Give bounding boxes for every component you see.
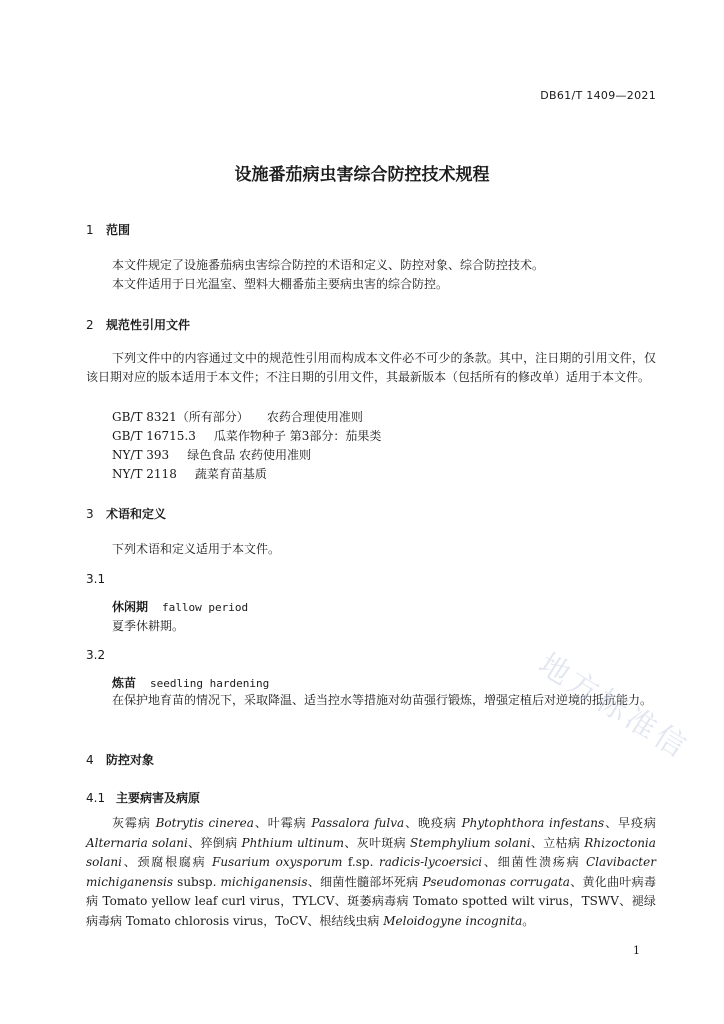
separator: 、 — [604, 816, 619, 830]
section-2-heading: 2 规范性引用文件 — [86, 318, 191, 332]
separator: 、 — [482, 855, 498, 869]
pathogen-item — [320, 875, 582, 889]
disease-name: 褪绿病毒病 — [86, 894, 656, 928]
pathogen-item — [112, 816, 268, 830]
page-title: 设施番茄病虫害综合防控技术规程 — [234, 165, 490, 185]
pathogen-latin-name: Phthium ultinum — [241, 835, 345, 850]
reference-item: NY/T 2118 蔬菜育苗基质 — [112, 467, 267, 481]
pathogen-item — [347, 894, 631, 908]
term-entry: 炼苗 seedling hardening — [112, 676, 270, 690]
virus-name: Tomato yellow leaf curl virus，TYLCV — [102, 894, 335, 908]
separator: 、 — [307, 913, 320, 928]
section-1-heading: 1 范围 — [86, 223, 131, 237]
disease-name: 晚疫病 — [418, 816, 457, 830]
disease-name: 叶霉病 — [267, 816, 307, 830]
separator: 。 — [522, 913, 535, 928]
term-entry: 休闲期 fallow period — [112, 600, 249, 614]
pathogen-item — [268, 816, 418, 830]
section-1-paragraph-2: 本文件适用于日光温室、塑料大棚番茄主要病虫害的综合防控。 — [112, 277, 449, 291]
pathogen-latin-name: Stemphylium solani — [410, 835, 531, 850]
pathogen-latin-name: Phytophthora infestans — [461, 816, 605, 830]
disease-name: 细菌性溃疡病 — [497, 855, 581, 869]
disease-name: 细菌性髓部坏死病 — [320, 874, 419, 889]
separator: 、 — [307, 874, 321, 889]
separator: 、 — [187, 835, 201, 850]
document-number: DB61/T 1409—2021 — [540, 89, 656, 102]
pathogen-latin-name: Rhizoctonia solani — [86, 835, 656, 869]
disease-name: 根结线虫病 — [319, 913, 380, 928]
section-2-paragraph: 下列文件中的内容通过文中的规范性引用而构成本文件必不可少的条款。其中，注日期的引用文件，仅该日期对应的版本适用于本文件；不注日期的引用文件，其最新版本（包括所有的修改单）适用于本文件。 — [86, 351, 656, 384]
section-3-heading: 3 术语和定义 — [86, 507, 167, 521]
pathogen-latin-name: Clavibacter michiganensis — [86, 855, 656, 889]
term-definition: 在保护地育苗的情况下，采取降温、适当控水等措施对幼苗强行锻炼，增强定植后对逆境的抵抗能力。 — [112, 693, 653, 707]
separator: 、 — [569, 874, 583, 889]
pathogen-latin-name: Passalora fulva — [311, 816, 405, 830]
pathogen-latin-name: Botrytis cinerea — [155, 816, 254, 830]
disease-name: 黄化曲叶病毒病 — [86, 874, 656, 908]
separator: 、 — [253, 816, 268, 830]
disease-name: 猝倒病 — [200, 835, 238, 850]
watermark: 地方标准信 — [532, 646, 695, 767]
clause-number: 3.1 — [86, 572, 106, 586]
pathogen-item — [357, 836, 544, 850]
disease-name: 立枯病 — [543, 835, 581, 850]
separator: 、 — [530, 835, 544, 850]
section-1-paragraph-1: 本文件规定了设施番茄病虫害综合防控的术语和定义、防控对象、综合防控技术。 — [112, 258, 545, 272]
virus-name: Tomato spotted wilt virus，TSWV — [413, 894, 619, 908]
pathogen-item — [319, 914, 534, 928]
reference-item: GB/T 8321（所有部分） 农药合理使用准则 — [112, 410, 363, 424]
disease-name: 灰叶斑病 — [356, 835, 406, 850]
disease-name: 早疫病 — [618, 816, 656, 830]
pathogen-rank: subsp. — [173, 874, 221, 889]
disease-name: 颈腐根腐病 — [137, 855, 207, 869]
pathogen-item — [200, 836, 356, 850]
disease-name: 灰霉病 — [112, 816, 151, 830]
separator: 、 — [618, 894, 632, 908]
disease-name: 斑萎病毒病 — [347, 894, 409, 908]
section-4-heading: 4 防控对象 — [86, 753, 155, 767]
pathogen-latin-name: Pseudomonas corrugata — [422, 874, 570, 889]
separator: 、 — [344, 835, 357, 850]
separator: 、 — [334, 894, 348, 908]
virus-name: Tomato chlorosis virus，ToCV — [125, 913, 308, 928]
separator: 、 — [121, 855, 138, 869]
pathogen-latin-name: Meloidogyne incognita — [383, 913, 523, 928]
pathogen-rank: f.sp. — [342, 855, 379, 869]
reference-item: NY/T 393 绿色食品 农药使用准则 — [112, 448, 312, 462]
section-3-paragraph: 下列术语和定义适用于本文件。 — [112, 542, 281, 556]
separator: 、 — [404, 816, 419, 830]
pathogen-latin-subname: radicis-lycoersici — [379, 855, 483, 869]
pathogen-latin-name: Fusarium oxysporum — [212, 855, 343, 869]
clause-number: 3.2 — [86, 648, 106, 662]
term-definition: 夏季休耕期。 — [112, 619, 185, 633]
pathogen-latin-name: Alternaria solani — [86, 835, 188, 850]
pathogen-paragraph — [86, 814, 656, 931]
subsection-4-1-heading: 4.1 主要病害及病原 — [86, 791, 201, 805]
pathogen-item — [418, 816, 618, 830]
pathogen-item — [138, 855, 498, 869]
reference-item: GB/T 16715.3 瓜菜作物种子 第3部分：茄果类 — [112, 429, 382, 443]
page-number: 1 — [633, 944, 640, 957]
pathogen-latin-subname: michiganensis — [220, 874, 308, 889]
